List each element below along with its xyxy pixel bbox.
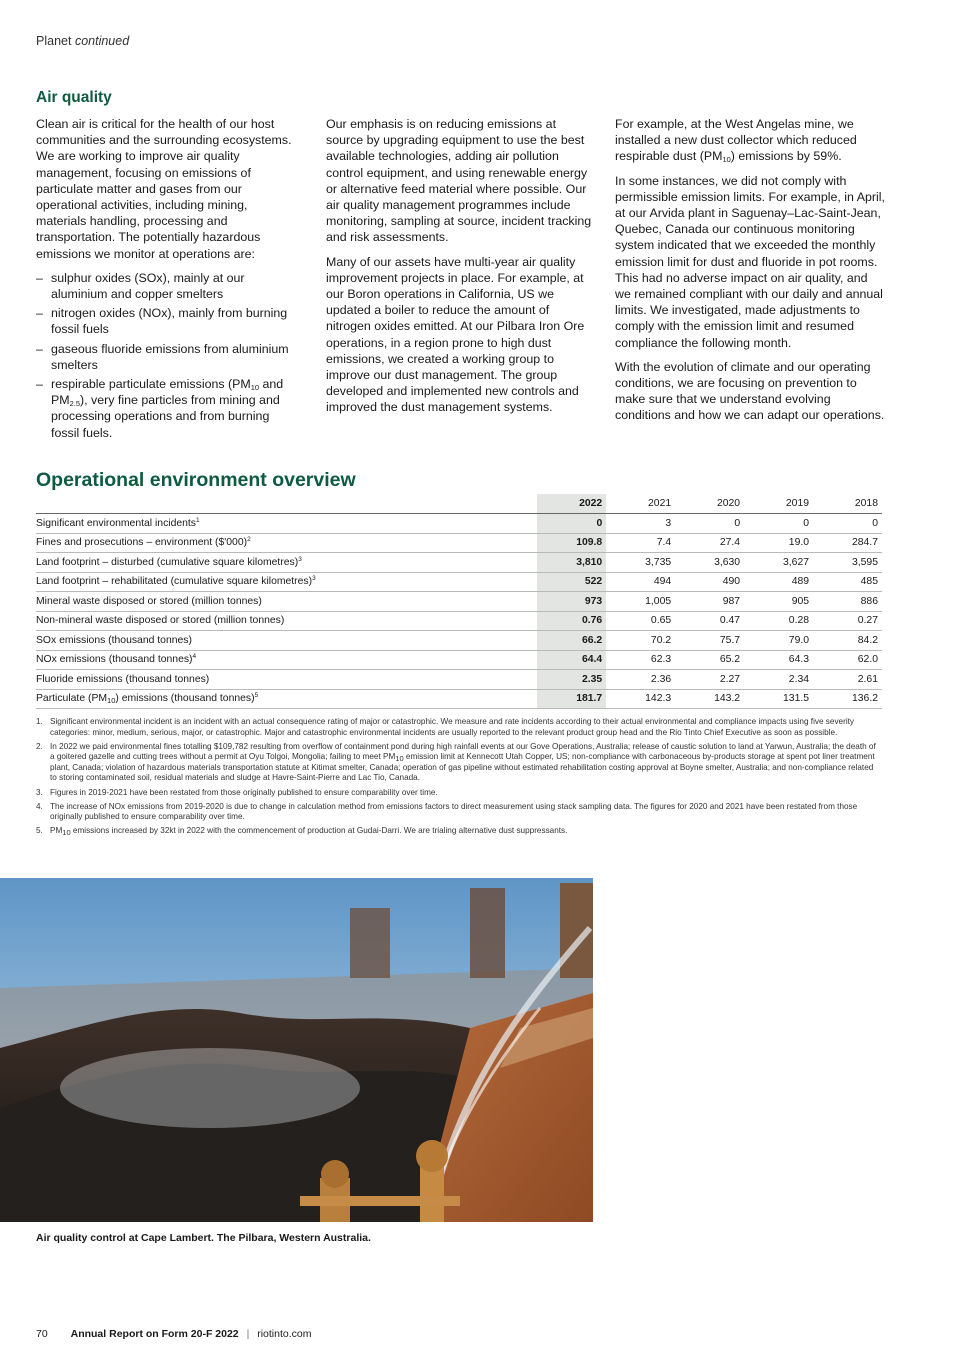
table-cell: 64.3 <box>744 650 813 670</box>
footnote <box>36 788 882 799</box>
list-item: – gaseous fluoride emissions from aluminium smelters <box>36 341 296 373</box>
table-cell: 3,627 <box>744 553 813 573</box>
table-cell: 7.4 <box>606 533 675 553</box>
row-label <box>36 650 537 670</box>
table-cell: 136.2 <box>813 689 882 709</box>
list-item: – sulphur oxides (SOx), mainly at our aluminium and copper smelters <box>36 270 296 302</box>
footnote <box>36 826 882 837</box>
text-fragment: ) emissions by 59%. <box>730 149 842 164</box>
row-label-text: Land footprint – rehabilitated (cumulative square kilometres) <box>36 576 313 588</box>
row-label-text: Significant environmental incidents <box>36 517 196 529</box>
table-cell: 27.4 <box>675 533 744 553</box>
table-cell: 84.2 <box>813 631 882 651</box>
website-link[interactable]: riotinto.com <box>257 1328 312 1340</box>
subscript: 10 <box>250 383 260 393</box>
row-label <box>36 533 537 553</box>
table-cell: 143.2 <box>675 689 744 709</box>
paragraph <box>615 116 885 165</box>
table-cell: 485 <box>813 572 882 592</box>
table-cell: 905 <box>744 592 813 612</box>
text-fragment: ), very fine particles from mining and processing operations and from burning fossil fuels. <box>51 393 280 440</box>
list-item-particulate <box>36 376 296 441</box>
row-label <box>36 553 537 573</box>
table-header-row <box>36 494 882 514</box>
footnote-text: The increase of NOx emissions from 2019-2020 is due to change in calculation method from emissions factors to direct measurement using stack sampling data. The figures for 2020 and 2021 have been restated from those originally published to ensure comparability over time. <box>50 801 858 822</box>
table-cell: 2.27 <box>675 670 744 690</box>
header-label-cell <box>36 494 537 514</box>
table-cell: 62.0 <box>813 650 882 670</box>
paragraph: In some instances, we did not comply with permissible emission limits. For example, in April, at our Arvida plant in Saguenay–Lac-Saint-Jean, Quebec, Canada our continuous monitoring system indicated that we exceeded the monthly emission limit for dust and fluoride in pot rooms. This had no adverse impact on air quality, and we remained compliant with our daily and annual limits. We investigated, made adjustments to comply with the emission limit and resumed compliance the following month. <box>615 173 885 350</box>
table-cell: 70.2 <box>606 631 675 651</box>
footnote <box>36 742 882 784</box>
table-cell: 0.65 <box>606 611 675 631</box>
row-label <box>36 689 537 709</box>
list-item: – nitrogen oxides (NOx), mainly from burning fossil fuels <box>36 305 296 337</box>
table-cell: 142.3 <box>606 689 675 709</box>
table-cell: 886 <box>813 592 882 612</box>
section-header <box>36 34 129 48</box>
row-label <box>36 514 537 534</box>
year-header: 2019 <box>744 494 813 514</box>
table-cell: 489 <box>744 572 813 592</box>
row-label <box>36 631 537 651</box>
table-cell: 2.34 <box>744 670 813 690</box>
table-row <box>36 650 882 670</box>
table-row <box>36 572 882 592</box>
air-quality-column-2 <box>326 116 594 424</box>
table-cell: 0.27 <box>813 611 882 631</box>
row-label-text: SOx emissions (thousand tonnes) <box>36 634 192 646</box>
subscript: 10 <box>722 155 731 165</box>
row-label-text: Non-mineral waste disposed or stored (million tonnes) <box>36 615 285 627</box>
row-label-text: Fines and prosecutions – environment ($'000) <box>36 537 248 549</box>
table-cell: 2.36 <box>606 670 675 690</box>
row-label-text: ) emissions (thousand tonnes) <box>115 693 255 705</box>
table-cell: 2.61 <box>813 670 882 690</box>
table-cell: 65.2 <box>675 650 744 670</box>
table-row <box>36 631 882 651</box>
footnote-ref: 3 <box>312 575 316 583</box>
table-row <box>36 514 882 534</box>
table-cell: 0.28 <box>744 611 813 631</box>
section-name: Planet <box>36 34 72 48</box>
table-footnotes <box>36 717 882 840</box>
footnote-number: 2. <box>36 741 43 751</box>
table-cell: 490 <box>675 572 744 592</box>
table-cell: 0 <box>537 514 606 534</box>
table-cell: 0 <box>813 514 882 534</box>
table-cell: 19.0 <box>744 533 813 553</box>
footnote-text: Figures in 2019-2021 have been restated from those originally published to ensure comparability over time. <box>50 787 438 797</box>
table-cell: 284.7 <box>813 533 882 553</box>
table-cell: 3,595 <box>813 553 882 573</box>
table-cell: 66.2 <box>537 631 606 651</box>
report-name: Annual Report on Form 20-F 2022 <box>70 1328 239 1340</box>
subscript: 10 <box>395 754 404 764</box>
table-cell: 3 <box>606 514 675 534</box>
table-cell: 0.76 <box>537 611 606 631</box>
footnote-text: emission limit at Kennecott Utah Copper, US; non-compliance with carbonaceous by-products storage at spent pot liner treatment plant, Canada; violation of hazardous materials transportation statute at Kitimat smelter, Canada; operation of gas pipeline without estimated rehabilitation costing approval at Boyne smelter, Australia; and non-compliance related to storing contaminated soil, residual materials and sludge at Havre-Saint-Pierre and Lac Tio, Canada. <box>50 752 875 783</box>
footnote-number: 5. <box>36 826 43 836</box>
text-fragment: respirable particulate emissions (PM <box>51 377 251 392</box>
table-cell: 0 <box>744 514 813 534</box>
subscript: 10 <box>107 696 116 706</box>
table-row <box>36 592 882 612</box>
year-header: 2018 <box>813 494 882 514</box>
row-label <box>36 592 537 612</box>
table-cell: 2.35 <box>537 670 606 690</box>
table-row <box>36 689 882 709</box>
page-number: 70 <box>36 1328 48 1340</box>
year-header: 2020 <box>675 494 744 514</box>
text-fragment: For example, at the West Angelas mine, we installed a new dust collector which reduced respirable dust (PM <box>615 117 857 164</box>
section-suffix: continued <box>74 34 130 48</box>
footnote-number: 4. <box>36 801 43 811</box>
table-cell: 3,735 <box>606 553 675 573</box>
footnote-ref: 1 <box>196 516 200 524</box>
air-quality-intro: Clean air is critical for the health of our host communities and the surrounding ecosystems. We are working to improve air quality management, focusing on emissions of particulate matter and gases from our operational activities, including mining, materials handling, processing and transportation. The potentially hazardous emissions we monitor at operations are: <box>36 117 292 261</box>
table-cell: 3,630 <box>675 553 744 573</box>
photo-caption: Air quality control at Cape Lambert. The Pilbara, Western Australia. <box>36 1232 371 1244</box>
footnote-ref: 3 <box>298 555 302 563</box>
row-label-text: Particulate (PM <box>36 693 108 705</box>
table-cell: 181.7 <box>537 689 606 709</box>
footnote-text: Significant environmental incident is an incident with an actual consequence rating of major or catastrophic. We measure and rate incidents according to their actual environmental and compliance impacts using five severity categories: minor, medium, serious, major, or catastrophic. Major and catastrophic environmental incidents are usually reported to the relevant product group head and the Rio Tinto Chief Executive as soon as possible. <box>50 717 855 737</box>
row-label <box>36 670 537 690</box>
table-row <box>36 611 882 631</box>
cape-lambert-photo <box>0 878 593 1222</box>
photo-illustration <box>0 878 593 1222</box>
table-cell: 64.4 <box>537 650 606 670</box>
table-cell: 522 <box>537 572 606 592</box>
table-cell: 109.8 <box>537 533 606 553</box>
footnote-number: 3. <box>36 787 43 797</box>
footnote-text: In 2022 we paid environmental fines totalling $109,782 resulting from overflow of containment pond during high rainfall events at our Gove Operations, Australia; release of caustic solution to land at Yarwun, Australia; the death of a goitered gazelle and cutting trees without a permit at Oyu Tolgoi, Mongolia; failing to meet PM <box>50 741 876 762</box>
overview-title: Operational environment overview <box>36 469 356 491</box>
page-footer <box>36 1328 312 1340</box>
text-fragment: and PM <box>51 377 284 408</box>
table-cell: 0 <box>675 514 744 534</box>
footnote <box>36 802 882 823</box>
year-header: 2021 <box>606 494 675 514</box>
footnote-ref: 4 <box>192 653 197 661</box>
table-body <box>36 514 882 709</box>
footnote <box>36 717 882 738</box>
paragraph: With the evolution of climate and our operating conditions, we are focusing on prevention to make sure that we understand evolving conditions and how we can adapt our operations. <box>615 359 885 423</box>
footnote-text: emissions increased by 32kt in 2022 with the commencement of production at Gudai-Darri. We are trialing alternative dust suppressants. <box>70 826 568 836</box>
footnote-ref: 2 <box>247 536 251 544</box>
air-quality-column-3 <box>615 116 885 432</box>
footnote-number: 1. <box>36 717 43 726</box>
table-cell: 75.7 <box>675 631 744 651</box>
table-cell: 987 <box>675 592 744 612</box>
table-cell: 3,810 <box>537 553 606 573</box>
row-label-text: Fluoride emissions (thousand tonnes) <box>36 673 210 685</box>
row-label <box>36 611 537 631</box>
table-cell: 973 <box>537 592 606 612</box>
row-label <box>36 572 537 592</box>
table-row <box>36 670 882 690</box>
year-header: 2022 <box>537 494 606 514</box>
table-cell: 494 <box>606 572 675 592</box>
row-label-text: NOx emissions (thousand tonnes) <box>36 654 193 666</box>
paragraph: Many of our assets have multi-year air quality improvement projects in place. For example, at our Boron operations in California, US we updated a boiler to reduce the amount of nitrogen oxides emitted. At our Pilbara Iron Ore operations, in a region prone to high dust emissions, we created a working group to improve our dust management. The group developed and implemented new controls and improved the dust management systems. <box>326 254 585 415</box>
air-quality-column-1 <box>36 116 296 444</box>
footnote-ref: 5 <box>254 692 259 700</box>
row-label-text: Mineral waste disposed or stored (million tonnes) <box>36 595 262 607</box>
paragraph: Our emphasis is on reducing emissions at source by upgrading equipment to use the best available technologies, adding air pollution control equipment, and using renewable energy or alternative feed material where possible. Our air quality management programmes include monitoring, sampling at source, incident tracking and risk assessments. <box>326 117 592 245</box>
emissions-list <box>36 270 296 441</box>
subscript: 10 <box>62 828 71 838</box>
environment-overview-table <box>36 494 882 709</box>
table-cell: 79.0 <box>744 631 813 651</box>
table-row <box>36 533 882 553</box>
air-quality-title: Air quality <box>36 89 112 106</box>
footnote-text: PM <box>50 826 63 836</box>
footer-separator: | <box>246 1328 250 1340</box>
table-cell: 1,005 <box>606 592 675 612</box>
table-cell: 62.3 <box>606 650 675 670</box>
row-label-text: Land footprint – disturbed (cumulative square kilometres) <box>36 556 299 568</box>
table-row <box>36 553 882 573</box>
subscript: 2.5 <box>69 399 81 409</box>
table-cell: 131.5 <box>744 689 813 709</box>
table-cell: 0.47 <box>675 611 744 631</box>
